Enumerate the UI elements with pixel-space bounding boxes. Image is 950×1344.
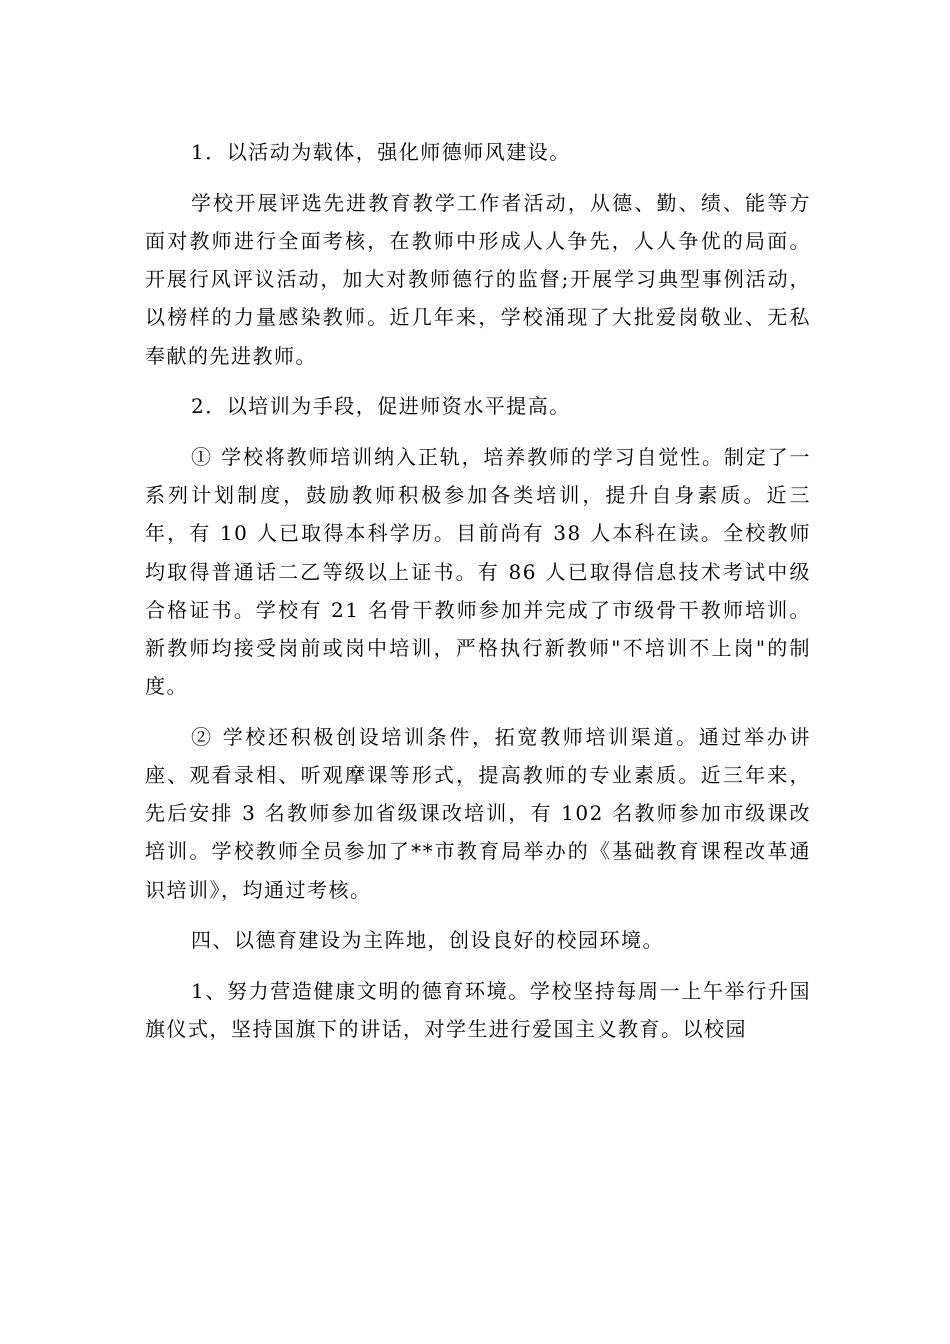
paragraph-moral-environment: 1、努力营造健康文明的德育环境。学校坚持每周一上午举行升国旗仪式，坚持国旗下的讲话，对学生进行爱国主义教育。以校园 [145,979,811,1042]
section-heading-moral-education: 四、以德育建设为主阵地，创设良好的校园环境。 [191,928,664,953]
section-heading-teacher-training: 2．以培训为手段，促进师资水平提高。 [191,394,571,419]
section-heading-teacher-ethics: 1．以活动为载体，强化师德师风建设。 [191,140,571,164]
paragraph-teacher-ethics-activities: 学校开展评选先进教育教学工作者活动，从德、勤、绩、能等方面对教师进行全面考核，在教师中形成人人争先，人人争优的局面。开展行风评议活动，加大对教师德行的监督;开展学习典型事例活动，以榜样的力量感染教师。近几年来，学校涌现了大批爱岗敬业、无私奉献的先进教师。 [145,190,811,368]
document-body [145,133,811,1061]
paragraph-training-system: ① 学校将教师培训纳入正轨，培养教师的学习自觉性。制定了一系列计划制度，鼓励教师积极参加各类培训，提升自身素质。近三年，有 10 人已取得本科学历。目前尚有 38 人本科在读。全校教师均取得普通话二乙等级以上证书。有 86 人已取得信息技术考试中级合格证书。学校有 21 名骨干教师参加并完成了市级骨干教师培训。新教师均接受岗前或岗中培训，严格执行新教师"不培训不上岗"的制度。 [145,444,811,699]
paragraph-training-channels: ② 学校还积极创设培训条件，拓宽教师培训渠道。通过举办讲座、观看录相、听观摩课等形式，提高教师的专业素质。近三年来，先后安排 3 名教师参加省级课改培训，有 102 名教师参加市级课改培训。学校教师全员参加了**市教育局举办的《基础教育课程改革通识培训》，均通过考核。 [145,724,811,902]
